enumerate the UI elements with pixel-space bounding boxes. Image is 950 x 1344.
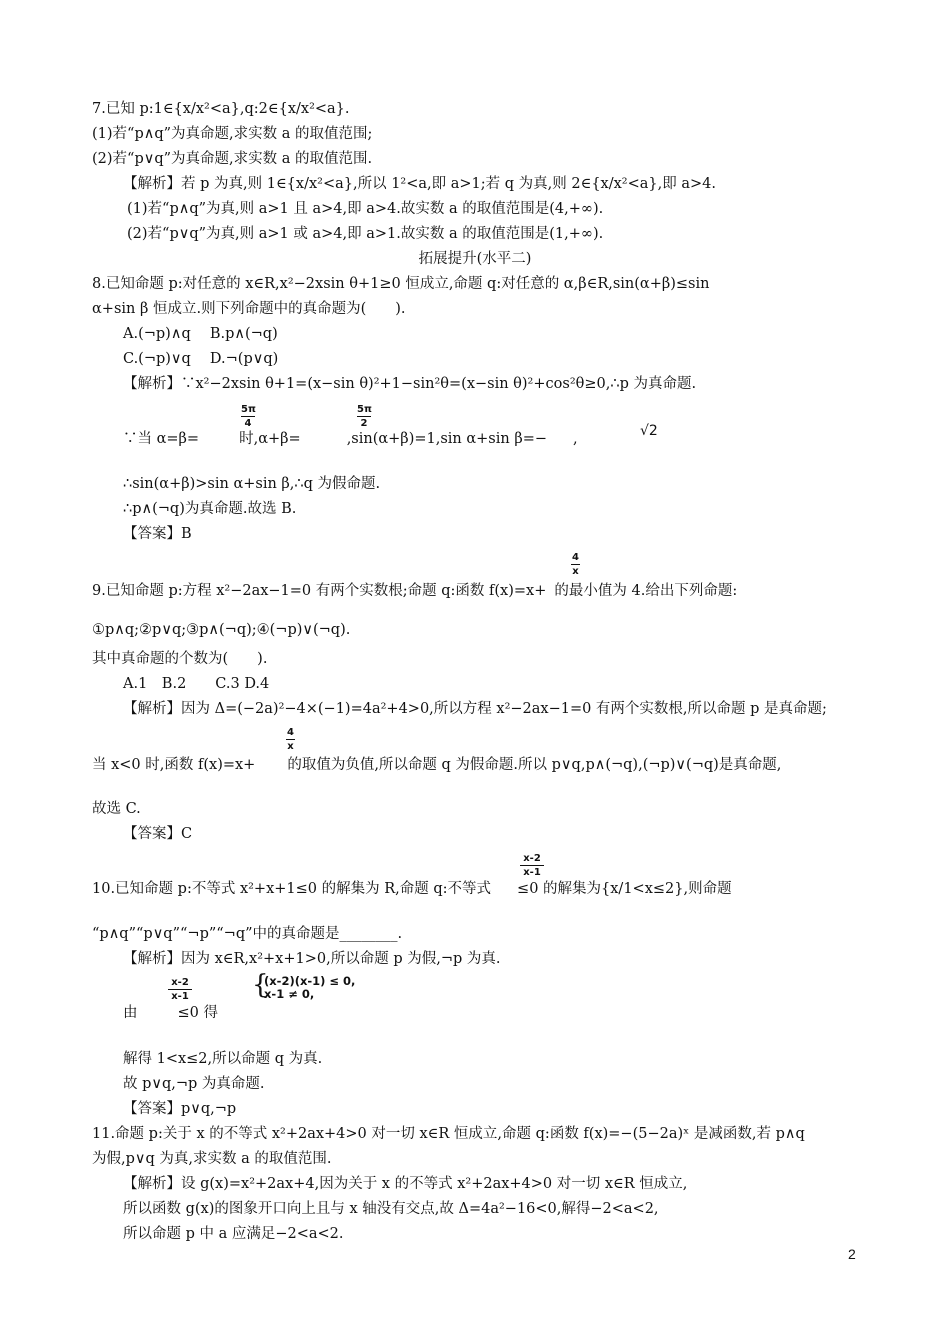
q9-sol-text-1: 当 x<0 时,函数 f(x)=x+: [92, 757, 256, 773]
text-line: 所以函数 g(x)的图象开口向上且与 x 轴没有交点,故 Δ=4a²−16<0,解得−2<a<2,: [123, 1201, 659, 1217]
fraction-denominator: x-1: [523, 867, 541, 878]
q8-fraction-5pi-2: [357, 404, 371, 429]
system-row-1: (x-2)(x-1) ≤ 0,: [264, 974, 356, 988]
page-number: 2: [848, 1246, 856, 1262]
q9-solution-fraction-4-x: [286, 727, 295, 752]
q10-text-1: 10.已知命题 p:不等式 x²+x+1≤0 的解集为 R,命题 q:不等式: [92, 881, 492, 897]
text-line: 所以命题 p 中 a 应满足−2<a<2.: [123, 1226, 344, 1242]
fraction-numerator: x-2: [523, 853, 541, 864]
q9-text-1: 9.已知命题 p:方程 x²−2ax−1=0 有两个实数根;命题 q:函数 f(x)=x+: [92, 583, 547, 599]
text-line: 【解析】设 g(x)=x²+2ax+4,因为关于 x 的不等式 x²+2ax+4>0 对一切 x∈R 恒成立,: [123, 1176, 688, 1192]
fraction-numerator: 5π: [357, 404, 372, 415]
text-line: 故 p∨q,¬p 为真命题.: [123, 1076, 265, 1092]
text-line: “p∧q”“p∨q”“¬p”“¬q”中的真命题是________.: [92, 926, 403, 942]
q10-inequality-system: [264, 975, 355, 1001]
text-line: 【解析】若 p 为真,则 1∈{x/x²<a},所以 1²<a,即 a>1;若 q 为真,则 2∈{x/x²<a},即 a>4.: [123, 176, 716, 192]
text-line: 【答案】p∨q,¬p: [123, 1101, 237, 1117]
text-line: 解得 1<x≤2,所以命题 q 为真.: [123, 1051, 323, 1067]
text-line: 为假,p∨q 为真,求实数 a 的取值范围.: [92, 1151, 332, 1167]
q10-text-2: ≤0 的解集为{x/1<x≤2},则命题: [517, 881, 732, 897]
text-line: 8.已知命题 p:对任意的 x∈R,x²−2xsin θ+1≥0 恒成立,命题 q:对任意的 α,β∈R,sin(α+β)≤sin: [92, 276, 710, 292]
text-line: ∴p∧(¬q)为真命题.故选 B.: [123, 501, 297, 517]
text-line: C.(¬p)∨q D.¬(p∨q): [123, 351, 279, 367]
q8-text-4: ,: [573, 431, 578, 447]
text-line: 7.已知 p:1∈{x/x²<a},q:2∈{x/x²<a}.: [92, 101, 350, 117]
fraction-denominator: x-1: [171, 991, 189, 1002]
q8-condition-line: [123, 427, 578, 448]
q8-text-2: 时,α+β=: [239, 431, 301, 447]
q10-fraction: [520, 853, 544, 878]
q10-solution-line: [123, 1001, 218, 1022]
fraction-numerator: 4: [572, 552, 579, 563]
text-line: 11.命题 p:关于 x 的不等式 x²+2ax+4>0 对一切 x∈R 恒成立,命题 q:函数 f(x)=−(5−2a)ˣ 是减函数,若 p∧q: [92, 1126, 805, 1142]
fraction-denominator: x: [572, 566, 579, 577]
text-line: 拓展提升(水平二): [418, 251, 532, 267]
fraction-numerator: x-2: [171, 977, 189, 988]
q8-sqrt-2: √2: [640, 423, 658, 439]
text-line: α+sin β 恒成立.则下列命题中的真命题为( ).: [92, 301, 406, 317]
fraction-denominator: 4: [244, 418, 252, 429]
text-line: ①p∧q;②p∨q;③p∧(¬q);④(¬p)∨(¬q).: [92, 622, 351, 638]
q8-text-1: ∵当 α=β=: [123, 431, 200, 447]
fraction-numerator: 5π: [241, 404, 256, 415]
text-line: ∴sin(α+β)>sin α+sin β,∴q 为假命题.: [123, 476, 381, 492]
q9-fraction-4-x: [571, 552, 580, 577]
text-line: 【解析】因为 Δ=(−2a)²−4×(−1)=4a²+4>0,所以方程 x²−2ax−1=0 有两个实数根,所以命题 p 是真命题;: [123, 701, 827, 717]
fraction-numerator: 4: [287, 727, 294, 738]
text-line: 故选 C.: [92, 801, 141, 817]
q9-solution-line: [92, 753, 781, 774]
fraction-denominator: x: [287, 741, 294, 752]
q10-sol-text-1: 由: [123, 1005, 138, 1021]
text-line: 【解析】∵x²−2xsin θ+1=(x−sin θ)²+1−sin²θ=(x−sin θ)²+cos²θ≥0,∴p 为真命题.: [123, 376, 697, 392]
text-line: (1)若“p∧q”为真,则 a>1 且 a>4,即 a>4.故实数 a 的取值范围是(4,+∞).: [127, 201, 604, 217]
text-line: (2)若“p∨q”为真命题,求实数 a 的取值范围.: [92, 151, 373, 167]
text-line: 【解析】因为 x∈R,x²+x+1>0,所以命题 p 为假,¬p 为真.: [123, 951, 501, 967]
q9-question-line: [92, 579, 737, 600]
text-line: 【答案】B: [123, 526, 192, 542]
text-line: (1)若“p∧q”为真命题,求实数 a 的取值范围;: [92, 126, 373, 142]
system-row-2: x-1 ≠ 0,: [264, 987, 315, 1001]
text-line: 其中真命题的个数为( ).: [92, 651, 268, 667]
text-line: 【答案】C: [123, 826, 193, 842]
q8-fraction-5pi-4: [241, 404, 255, 429]
text-line: A.(¬p)∧q B.p∧(¬q): [123, 326, 278, 342]
q9-sol-text-2: 的取值为负值,所以命题 q 为假命题.所以 p∨q,p∧(¬q),(¬p)∨(¬q)是真命题,: [287, 757, 782, 773]
text-line: (2)若“p∨q”为真,则 a>1 或 a>4,即 a>1.故实数 a 的取值范围是(1,+∞).: [127, 226, 604, 242]
text-line: A.1 B.2 C.3 D.4: [123, 676, 270, 692]
q10-solution-fraction: [168, 977, 192, 1002]
q9-text-2: 的最小值为 4.给出下列命题:: [554, 583, 738, 599]
q10-sol-text-2: ≤0 得: [177, 1005, 218, 1021]
fraction-denominator: 2: [360, 418, 368, 429]
q8-text-3: ,sin(α+β)=1,sin α+sin β=−: [346, 431, 548, 447]
q10-question-line: [92, 877, 732, 898]
brace-symbol: {: [252, 970, 269, 1000]
